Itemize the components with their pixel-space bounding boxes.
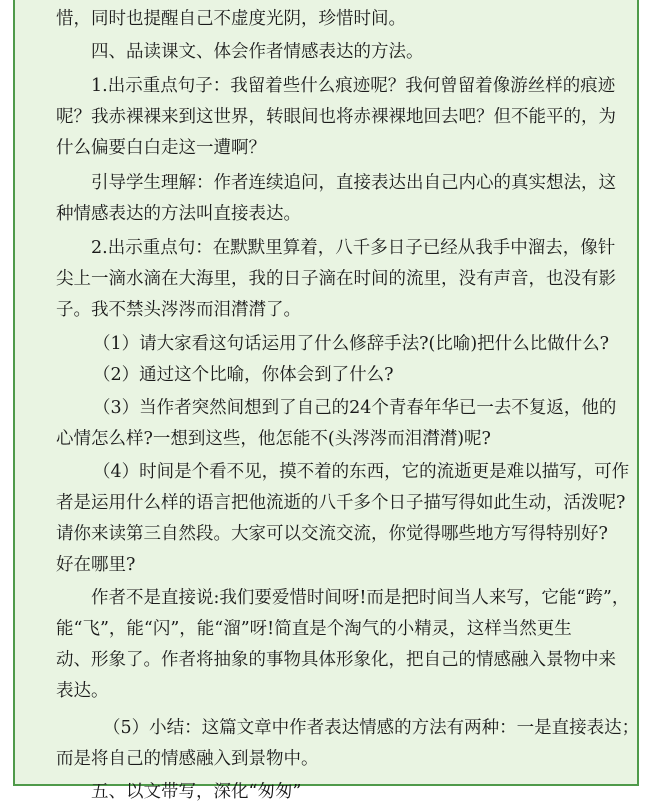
text-line: 而是将自己的情感融入到景物中。 — [56, 749, 319, 769]
question-1 — [56, 329, 610, 360]
text-line: （3）当作者突然间想到了自己的24个青春年华已一去不复返，他的 — [93, 398, 617, 418]
heading-section-4 — [56, 37, 604, 68]
text-line: 2.出示重点句：在默默里算着，八千多日子已经从我手中溜去，像针 — [91, 238, 616, 258]
text-line: （2）通过这个比喻，你体会到了什么? — [93, 365, 394, 385]
paragraph-explanation — [56, 583, 630, 707]
text-line: 子。我不禁头涔涔而泪潸潸了。 — [56, 300, 301, 320]
question-4 — [56, 457, 630, 581]
text-line: 五、以文带写，深化“匆匆” — [91, 782, 302, 802]
paragraph-key-sentence-1 — [56, 71, 616, 164]
text-line: （1）请大家看这句话运用了什么修辞手法?(比喻)把什么比做什么? — [93, 334, 610, 354]
question-3 — [56, 393, 617, 455]
text-line: 四、品读课文、体会作者情感表达的方法。 — [91, 42, 424, 62]
text-line: 能“飞”，能“闪”，能“溜”呀!简直是个淘气的小精灵，这样当然更生 — [56, 619, 572, 639]
text-line: 惜，同时也提醒自己不虚度光阴，珍惜时间。 — [56, 9, 406, 29]
paragraph-key-sentence-2 — [56, 233, 616, 326]
text-line: 表达。 — [56, 681, 109, 701]
text-line: 1.出示重点句子：我留着些什么痕迹呢？我何曾留着像游丝样的痕迹 — [91, 76, 616, 96]
summary — [56, 713, 640, 775]
text-line: 者是运用什么样的语言把他流逝的八千多个日子描写得如此生动，活泼呢? — [56, 493, 626, 513]
text-line: 好在哪里? — [56, 555, 136, 575]
paragraph-guidance — [56, 168, 616, 230]
paragraph-1 — [56, 4, 604, 35]
text-line: 动、形象了。作者将抽象的事物具体形象化，把自己的情感融入景物中来 — [56, 650, 616, 670]
text-line: （5）小结：这篇文章中作者表达情感的方法有两种：一是直接表达； — [103, 718, 640, 738]
text-line: 什么偏要白白走这一遭啊？ — [56, 138, 266, 158]
text-line: 种情感表达的方法叫直接表达。 — [56, 204, 301, 224]
document-body — [56, 0, 640, 808]
text-line: 呢？我赤裸裸来到这世界，转眼间也将赤裸裸地回去吧？但不能平的，为 — [56, 107, 616, 127]
text-line: 心情怎么样?一想到这些，他怎能不(头涔涔而泪潸潸)呢? — [56, 429, 491, 449]
question-2 — [56, 360, 604, 391]
heading-section-5 — [56, 777, 604, 808]
text-line: 尖上一滴水滴在大海里，我的日子滴在时间的流里，没有声音，也没有影 — [56, 269, 616, 289]
text-line: 引导学生理解：作者连续追问，直接表达出自己内心的真实想法，这 — [91, 173, 616, 193]
text-line: 请你来读第三自然段。大家可以交流交流，你觉得哪些地方写得特别好? — [56, 524, 608, 544]
text-line: 作者不是直接说:我们要爱惜时间呀!而是把时间当人来写，它能“跨”， — [91, 588, 630, 608]
text-line: （4）时间是个看不见，摸不着的东西，它的流逝更是难以描写，可作 — [93, 462, 630, 482]
